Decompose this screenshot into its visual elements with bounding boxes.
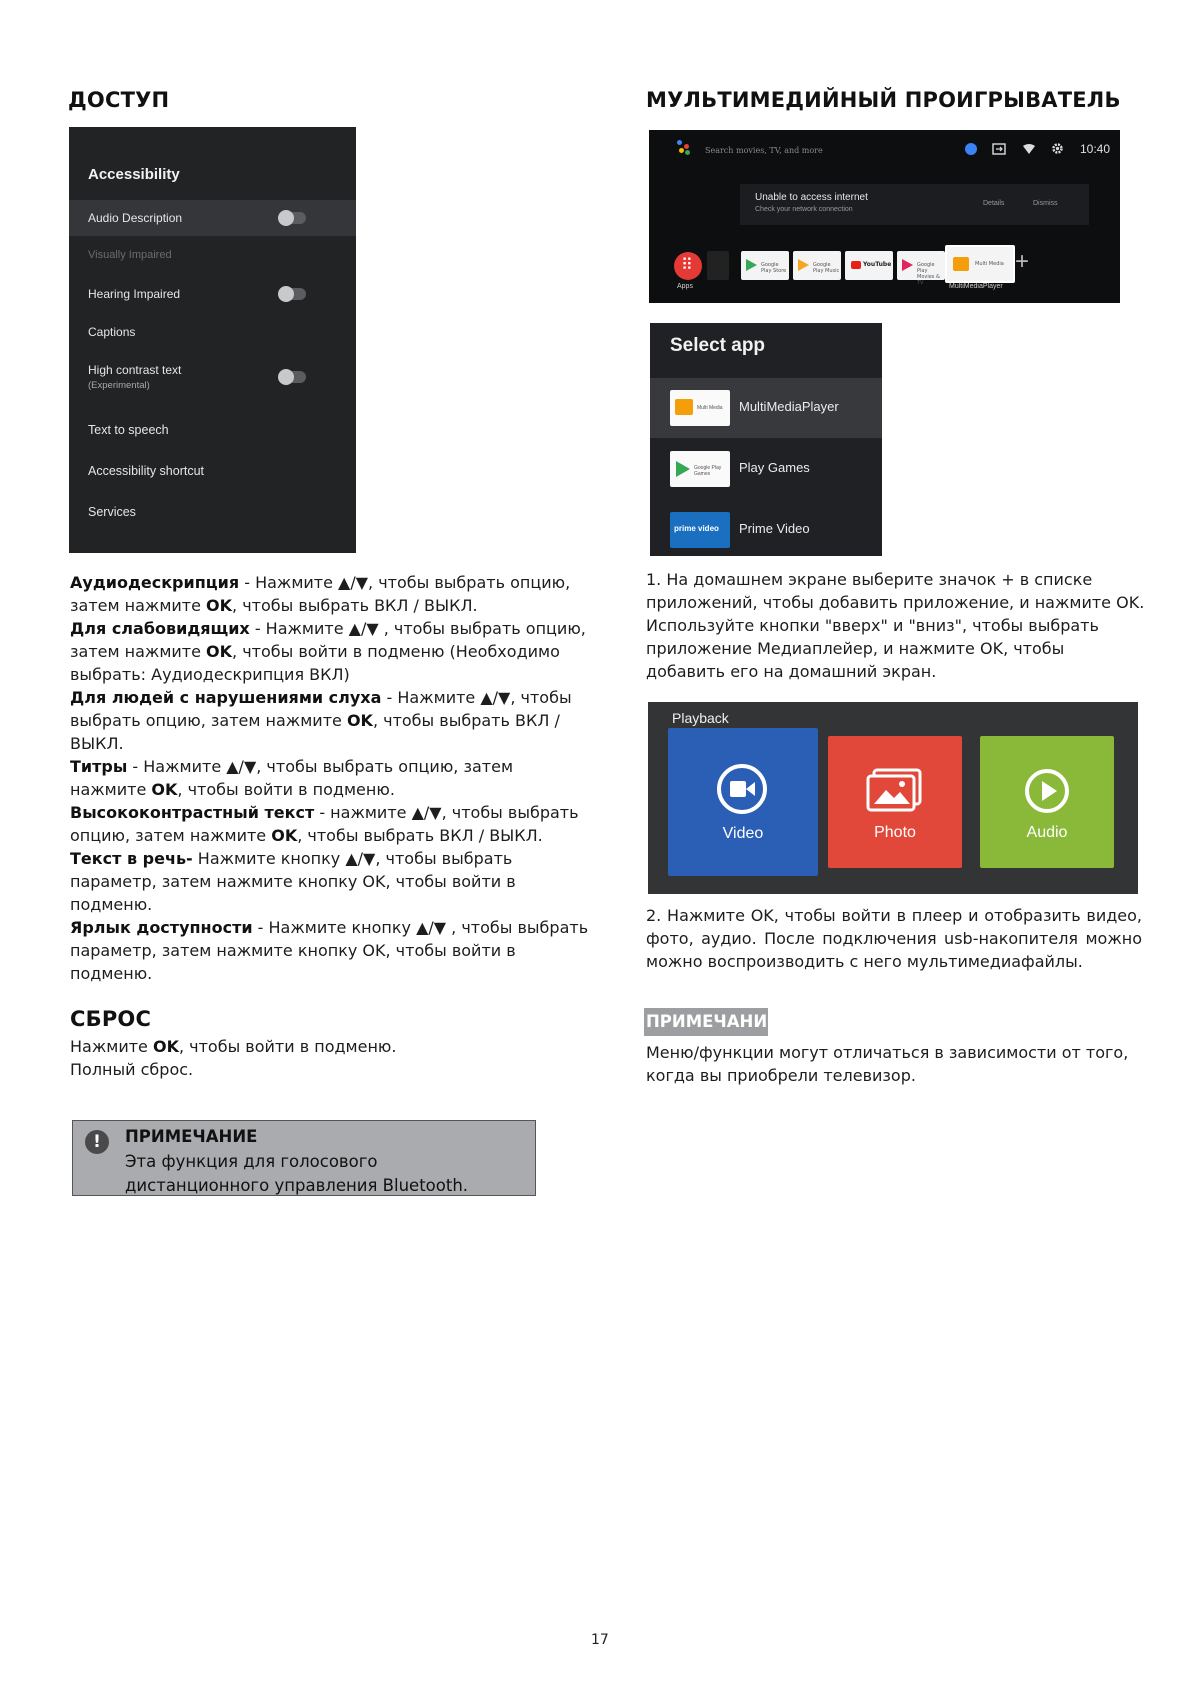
desc-text: - нажмите ▲/▼, чтобы выбрать опцию, затем нажмите [70,803,579,845]
multimedia-icon [953,257,969,271]
play-store-icon [746,259,757,271]
select-app-name: Prime Video [739,521,810,536]
multimedia-icon [670,390,730,426]
multimedia-label: MultiMediaPlayer [949,283,1003,290]
prime-video-icon [670,512,730,548]
tile-label: Google Play Music [813,262,840,274]
playback-title: Playback [672,710,729,726]
menu-row-label: Hearing Impaired [88,287,181,301]
desc-item [70,801,590,847]
menu-row-hearing-impaired [69,287,356,307]
desc-rest: , чтобы выбрать ВКЛ / ВЫКЛ. [232,596,478,615]
note-title: ПРИМЕЧАНИЕ [125,1127,258,1146]
desc-term: Текст в речь- [70,849,193,868]
network-banner [740,184,1089,225]
desc-item [70,686,590,755]
desc-ok: OK [206,642,233,661]
playback-card-audio [980,736,1114,868]
play-music-icon [798,259,809,271]
play-games-icon [670,451,730,487]
section-heading-reset: СБРОС [70,1007,152,1031]
accessibility-title: Accessibility [88,166,180,183]
menu-row-label: Audio Description [88,211,183,225]
desc-text: - Нажмите ▲/▼, чтобы выбрать опцию, затем нажмите [70,688,572,730]
select-app-screenshot [650,323,882,556]
desc-term: Высококонтрастный текст [70,803,315,822]
app-tile-partial [707,251,729,280]
access-descriptions [70,571,590,985]
page-number: 17 [591,1632,609,1648]
menu-row-label-text: High contrast text [88,363,182,377]
gear-icon [1051,142,1061,152]
app-tile-play-store [741,251,789,280]
tile-label: Google Play Store [761,262,787,274]
banner-dismiss: Dismiss [1033,200,1058,207]
app-tile-play-movies [897,251,945,286]
desc-term: Титры [70,757,128,776]
playback-card-photo [828,736,962,868]
desc-term: Аудиодескрипция [70,573,240,592]
menu-row-label: Accessibility shortcut [88,464,205,478]
accessibility-menu-screenshot [69,127,356,553]
tile-label: Multi Media [975,261,1004,267]
menu-row-services [69,505,356,525]
wifi-icon [1022,143,1032,153]
playback-card-label: Audio [1026,824,1068,841]
tile-label: YouTube [863,261,892,268]
desc-ok: OK [206,596,233,615]
desc-rest: , чтобы выбрать ВКЛ / ВЫКЛ. [70,711,560,753]
select-app-name: Play Games [739,460,810,475]
audio-play-icon [1023,767,1071,815]
add-app-icon: + [1015,248,1030,275]
reset-line-2: Полный сброс. [70,1060,194,1079]
reset-line-1 [70,1035,570,1058]
reset-ok: OK [152,1037,179,1056]
reset-text [70,1035,570,1081]
reset-post: , чтобы войти в подменю. [178,1037,397,1056]
desc-item [70,847,590,916]
menu-row-label: Services [88,505,136,519]
icon-text: prime video [674,524,719,533]
section-heading-multimedia: МУЛЬТИМЕДИЙНЫЙ ПРОИГРЫВАТЕЛЬ [646,88,1121,112]
desc-rest: , чтобы войти в подменю. [177,780,395,799]
youtube-icon [851,261,861,269]
reset-pre: Нажмите [70,1037,153,1056]
apps-label: Apps [677,283,693,290]
desc-term: Для слабовидящих [70,619,250,638]
desc-text: - Нажмите ▲/▼, чтобы выбрать опцию, затем нажмите [70,757,514,799]
icon-text: Multi Media [697,405,723,411]
desc-term: Ярлык доступности [70,918,253,937]
input-icon [992,143,1002,153]
photo-icon [866,768,924,814]
menu-row-label [88,363,181,391]
desc-rest: , чтобы выбрать ВКЛ / ВЫКЛ. [297,826,543,845]
note-body: Эта функция для голосового дистанционного управления Bluetooth. [125,1152,469,1195]
desc-ok: OK [151,780,178,799]
notification-icon [965,143,975,153]
select-app-item [650,500,882,560]
select-app-title: Select app [670,335,766,356]
desc-text: - Нажмите кнопку ▲/▼ , чтобы выбрать параметр, затем нажмите кнопку OK, чтобы войти в подменю. [70,918,589,983]
desc-rest: , чтобы войти в подменю (Необходимо выбрать: Аудиодескрипция ВКЛ) [70,642,560,684]
playback-card-video [668,728,818,876]
play-movies-icon [902,259,913,271]
icon-text: Google Play Games [694,465,722,477]
menu-row-label: Captions [88,325,136,339]
desc-text: Нажмите кнопку ▲/▼, чтобы выбрать параметр, затем нажмите кнопку OK, чтобы войти в подменю. [70,849,516,914]
step-1-text: 1. На домашнем экране выберите значок + в списке приложений, чтобы добавить приложение, и нажмите OK. Используйте кнопки "вверх" и "вниз", чтобы выбрать приложение Медиаплейер, и нажмите OK, чтобы добавить его на домашний экран. [646,570,1145,681]
menu-row-text-to-speech [69,423,356,443]
apps-grid-icon [674,252,702,280]
toggle-switch [280,288,306,300]
app-tile-play-music [793,251,841,280]
banner-title: Unable to access internet [755,192,868,203]
menu-row-label: Visually Impaired [88,249,172,261]
toggle-switch [280,371,306,383]
note-text: Меню/функции могут отличаться в зависимости от того, когда вы приобрели телевизор. [646,1043,1129,1085]
tv-home-screenshot [649,130,1120,303]
menu-row-label: Text to speech [88,423,169,437]
menu-row-visually-impaired [69,249,356,269]
desc-item [70,571,590,617]
playback-screenshot [648,702,1138,894]
note-box [72,1120,536,1196]
step-2-text: 2. Нажмите OK, чтобы войти в плеер и отобразить видео, фото, аудио. После подключения usb-накопителя можно можно воспроизводить с него мультимедиафайлы. [646,906,1142,971]
desc-ok: OK [346,711,373,730]
banner-details: Details [983,200,1005,207]
select-app-item [650,439,882,499]
playback-card-label: Photo [874,824,916,841]
playback-card-label: Video [722,825,764,842]
warning-icon: ! [85,1130,109,1154]
select-app-item [650,378,882,438]
clock: 10:40 [1079,142,1110,156]
video-icon [715,762,769,816]
note-label: ПРИМЕЧАНИЕ [644,1008,768,1036]
search-placeholder: Search movies, TV, and more [705,146,823,155]
toggle-switch [280,212,306,224]
menu-row-sublabel: (Experimental) [88,380,150,391]
desc-text: - Нажмите ▲/▼, чтобы выбрать опцию, затем нажмите [70,573,571,615]
menu-row-captions [69,325,356,345]
desc-term: Для людей с нарушениями слуха [70,688,382,707]
desc-ok: OK [271,826,298,845]
desc-item [70,916,590,985]
google-assistant-icon [677,140,691,154]
desc-text: - Нажмите ▲/▼ , чтобы выбрать опцию, затем нажмите [70,619,586,661]
menu-row-accessibility-shortcut [69,464,356,484]
tile-label: Google Play Movies & TV [917,262,940,286]
section-heading-access: ДОСТУП [68,88,170,112]
menu-row-high-contrast [69,363,356,397]
desc-item [70,617,590,686]
select-app-name: MultiMediaPlayer [739,399,839,414]
desc-item [70,755,590,801]
banner-subtitle: Check your network connection [755,206,853,213]
app-tile-multimedia [945,245,1015,283]
app-tile-youtube [845,251,893,280]
menu-row-audio-description [69,200,356,236]
